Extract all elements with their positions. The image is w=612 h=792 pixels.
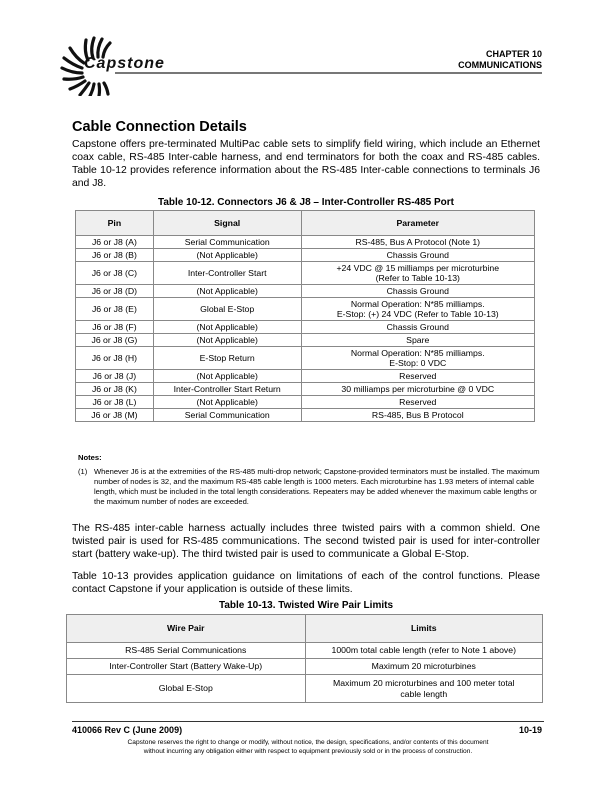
- table1-caption: Table 10-12. Connectors J6 & J8 – Inter-Controller RS-485 Port: [157, 197, 454, 208]
- limits-cell: [305, 659, 542, 675]
- signal-cell: (Not Applicable): [153, 396, 301, 409]
- parameter-line: (Refer to Table 10-13): [375, 273, 460, 283]
- parameter-line: Reserved: [399, 396, 437, 407]
- limits-cell: [305, 675, 542, 703]
- parameter-line: Chassis Ground: [386, 285, 449, 296]
- limits-cell: [305, 643, 542, 659]
- limits-line: 1000m total cable length (refer to Note 1 above): [331, 645, 516, 656]
- pin-cell: J6 or J8 (J): [76, 370, 154, 383]
- signal-cell: Serial Communication: [153, 409, 301, 422]
- header-rule: [115, 72, 542, 74]
- pin-cell: J6 or J8 (G): [76, 334, 154, 347]
- wire-pair-cell: Inter-Controller Start (Battery Wake-Up): [67, 659, 306, 675]
- signal-cell: E-Stop Return: [153, 347, 301, 370]
- signal-cell: Inter-Controller Start Return: [153, 383, 301, 396]
- limits-line: Maximum 20 microturbines: [371, 661, 476, 672]
- chapter-title: COMMUNICATIONS: [458, 60, 542, 70]
- parameter-line: Reserved: [399, 370, 437, 381]
- section-title: Cable Connection Details: [72, 119, 247, 135]
- logo-text: Capstone: [84, 55, 165, 72]
- connectors-table: [75, 210, 535, 422]
- pin-cell: J6 or J8 (L): [76, 396, 154, 409]
- disclaimer-line: Capstone reserves the right to change or modify, without notice, the design, specifications, and/or contents of this document: [127, 739, 489, 746]
- table-row: [67, 643, 543, 659]
- pin-cell: J6 or J8 (A): [76, 236, 154, 249]
- parameter-line: +24 VDC @ 15 milliamps per microturbine: [336, 262, 500, 273]
- pin-cell: J6 or J8 (D): [76, 285, 154, 298]
- header-signal: Signal: [153, 211, 301, 236]
- chapter-number: CHAPTER 10: [485, 49, 542, 59]
- parameter-line: Normal Operation: N*85 milliamps.: [350, 347, 485, 358]
- parameter-line: RS-485, Bus A Protocol (Note 1): [355, 236, 481, 247]
- table-row: [76, 298, 535, 321]
- parameter-cell: [301, 383, 534, 396]
- header-wire-pair: Wire Pair: [67, 615, 306, 643]
- table-row: [76, 285, 535, 298]
- signal-cell: Serial Communication: [153, 236, 301, 249]
- header-limits: Limits: [305, 615, 542, 643]
- note-text: Whenever J6 is at the extremities of the RS-485 multi-drop network; Capstone-provided terminators must be installed. The maximum number of nodes is 32, and the maximum RS-485 cable length is 1000 meters. Each microturbine has 1.93 meters of internal cable length, which must be included in the total length considerations. Repeaters may be added whenever the maximum cable lengths or the maximum number of nodes are exceeded.: [94, 467, 540, 506]
- page-number: 10-19: [518, 725, 542, 735]
- table-row: [67, 675, 543, 703]
- parameter-line: E-Stop: 0 VDC: [389, 358, 447, 368]
- parameter-cell: [301, 236, 534, 249]
- table-header-row: [76, 211, 535, 236]
- table-row: [76, 262, 535, 285]
- table-row: [67, 659, 543, 675]
- document-id: 410066 Rev C (June 2009): [72, 725, 183, 735]
- signal-cell: Inter-Controller Start: [153, 262, 301, 285]
- signal-cell: Global E-Stop: [153, 298, 301, 321]
- pin-cell: J6 or J8 (F): [76, 321, 154, 334]
- note-number: (1): [78, 467, 88, 476]
- limits-line: cable length: [400, 688, 448, 699]
- table-row: [76, 249, 535, 262]
- wire-pair-limits-table: [66, 614, 543, 703]
- parameter-line: Chassis Ground: [386, 249, 449, 260]
- parameter-cell: [301, 321, 534, 334]
- wire-pair-cell: Global E-Stop: [67, 675, 306, 703]
- wire-pair-cell: RS-485 Serial Communications: [67, 643, 306, 659]
- note-item: [78, 467, 540, 507]
- pin-cell: J6 or J8 (K): [76, 383, 154, 396]
- header-parameter: Parameter: [301, 211, 534, 236]
- table-row: [76, 347, 535, 370]
- signal-cell: (Not Applicable): [153, 370, 301, 383]
- pin-cell: J6 or J8 (B): [76, 249, 154, 262]
- pin-cell: J6 or J8 (M): [76, 409, 154, 422]
- disclaimer-line: without incurring any obligation either with respect to equipment previously sold or in the process of construction.: [143, 748, 473, 755]
- header-pin: Pin: [76, 211, 154, 236]
- table-row: [76, 396, 535, 409]
- table-row: [76, 321, 535, 334]
- parameter-cell: [301, 298, 534, 321]
- signal-cell: (Not Applicable): [153, 285, 301, 298]
- parameter-cell: [301, 409, 534, 422]
- table-header-row: [67, 615, 543, 643]
- table-row: [76, 383, 535, 396]
- signal-cell: (Not Applicable): [153, 249, 301, 262]
- parameter-cell: [301, 285, 534, 298]
- table2-caption: Table 10-13. Twisted Wire Pair Limits: [218, 600, 394, 611]
- notes-title: Notes:: [78, 453, 102, 462]
- harness-paragraph: The RS-485 inter-cable harness actually includes three twisted pairs with a common shield. One twisted pair is used for RS-485 communications. The second twisted pair is used for inter-controller start (battery wake-up). The third twisted pair is used to communicate a Global E-Stop.: [72, 523, 540, 560]
- signal-cell: (Not Applicable): [153, 321, 301, 334]
- pin-cell: J6 or J8 (C): [76, 262, 154, 285]
- parameter-line: Spare: [406, 334, 430, 345]
- notes-block: [78, 453, 540, 507]
- parameter-line: RS-485, Bus B Protocol: [371, 409, 464, 420]
- guidance-paragraph: Table 10-13 provides application guidance on limitations of each of the control functions. Please contact Capstone if your application is outside of these limits.: [72, 571, 540, 595]
- table-row: [76, 334, 535, 347]
- parameter-cell: [301, 370, 534, 383]
- pin-cell: J6 or J8 (E): [76, 298, 154, 321]
- table-row: [76, 409, 535, 422]
- table-row: [76, 236, 535, 249]
- parameter-cell: [301, 262, 534, 285]
- table-row: [76, 370, 535, 383]
- intro-paragraph: Capstone offers pre-terminated MultiPac cable sets to simplify field wiring, which include an Ethernet coax cable, RS-485 Inter-cable harness, and end terminators for both the coax and RS-485 cables. Table 10-12 provides reference information about the RS-485 Inter-cable connections to terminals J6 and J8.: [72, 139, 540, 189]
- parameter-line: 30 milliamps per microturbine @ 0 VDC: [341, 383, 495, 394]
- parameter-cell: [301, 249, 534, 262]
- parameter-cell: [301, 334, 534, 347]
- signal-cell: (Not Applicable): [153, 334, 301, 347]
- footer-rule: [72, 721, 544, 722]
- parameter-cell: [301, 396, 534, 409]
- disclaimer: [72, 738, 544, 756]
- pin-cell: J6 or J8 (H): [76, 347, 154, 370]
- parameter-line: Chassis Ground: [386, 321, 449, 332]
- parameter-line: E-Stop: (+) 24 VDC (Refer to Table 10-13): [336, 309, 499, 319]
- parameter-cell: [301, 347, 534, 370]
- chapter-heading: [458, 49, 542, 71]
- parameter-line: Normal Operation: N*85 milliamps.: [350, 298, 485, 309]
- limits-line: Maximum 20 microturbines and 100 meter total: [332, 678, 515, 688]
